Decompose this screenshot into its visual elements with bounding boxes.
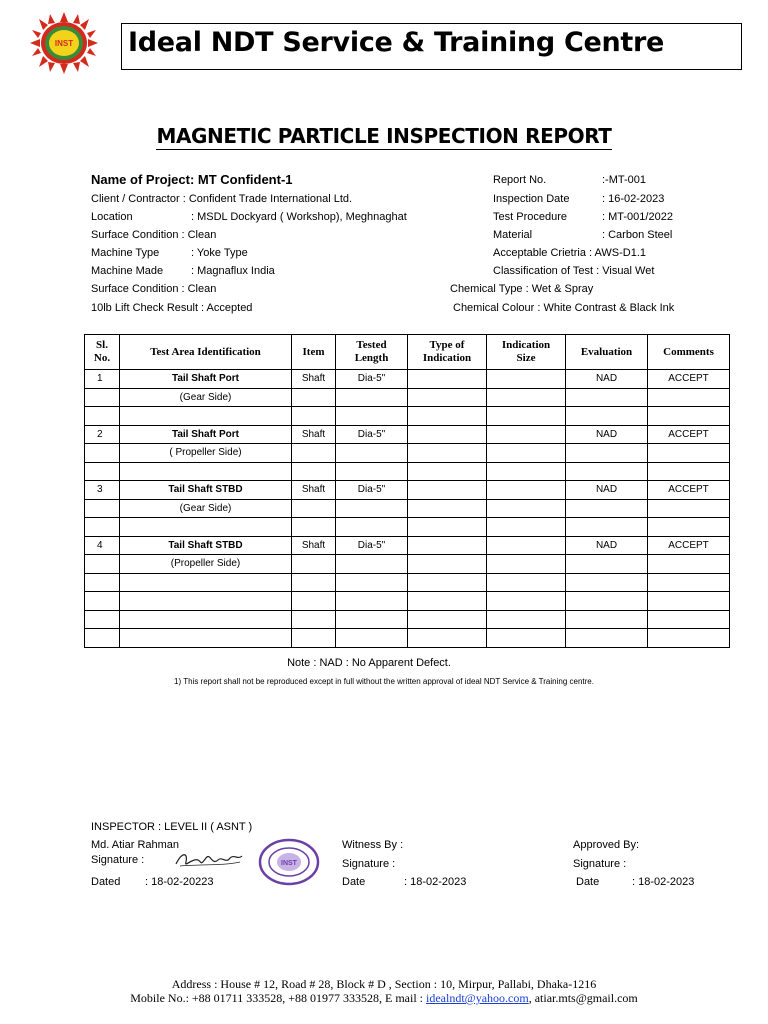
location-value: : MSDL Dockyard ( Workshop), Meghnaghat	[191, 211, 407, 223]
cell-comments	[648, 629, 730, 648]
cell-indication-size	[487, 425, 566, 444]
company-name: Ideal NDT Service & Training Centre	[128, 27, 665, 58]
location-label: Location	[91, 211, 133, 223]
col-header-indication-type: Type of Indication	[408, 335, 487, 370]
cell-test-area: ( Propeller Side)	[120, 444, 292, 463]
cell-evaluation	[566, 388, 648, 407]
cell-indication-type	[408, 536, 487, 555]
cell-indication-size	[487, 629, 566, 648]
table-row	[85, 481, 730, 500]
col-header-evaluation: Evaluation	[566, 335, 648, 370]
col-header-sl: Sl. No.	[85, 335, 120, 370]
cell-test-area: (Propeller Side)	[120, 555, 292, 574]
report-no-label: Report No.	[493, 174, 547, 186]
table-row	[85, 629, 730, 648]
table-row	[85, 536, 730, 555]
approved-date-value: : 18-02-2023	[632, 876, 695, 888]
footer-mobile: Mobile No.: +88 01711 333528, +88 01977 333528, E mail :	[130, 991, 426, 1005]
test-classification: Classification of Test : Visual Wet	[493, 265, 655, 277]
cell-item	[292, 610, 336, 629]
cell-tested-length: Dia-5"	[336, 481, 408, 500]
cell-sl-no: 3	[85, 481, 120, 500]
report-no-value: :-MT-001	[602, 174, 647, 186]
table-row	[85, 499, 730, 518]
inspector-dated-value: : 18-02-20223	[145, 876, 214, 888]
witness-date-label: Date	[342, 876, 366, 888]
client-field: Client / Contractor : Confident Trade International Ltd.	[91, 193, 353, 205]
table-row	[85, 592, 730, 611]
machine-type-label: Machine Type	[91, 247, 160, 259]
test-procedure-value: : MT-001/2022	[602, 211, 673, 223]
cell-tested-length: Dia-5"	[336, 425, 408, 444]
table-row	[85, 462, 730, 481]
footer-contact	[0, 991, 768, 1006]
approved-signature: Signature :	[573, 858, 627, 870]
inspector-name: Md. Atiar Rahman	[91, 839, 180, 851]
table-row	[85, 555, 730, 574]
cell-test-area	[120, 462, 292, 481]
test-procedure-label: Test Procedure	[493, 211, 567, 223]
cell-item: Shaft	[292, 536, 336, 555]
cell-test-area	[120, 407, 292, 426]
cell-indication-size	[487, 481, 566, 500]
cell-item	[292, 444, 336, 463]
cell-indication-type	[408, 555, 487, 574]
cell-comments: ACCEPT	[648, 481, 730, 500]
cell-evaluation: NAD	[566, 425, 648, 444]
chemical-type: Chemical Type : Wet & Spray	[450, 283, 594, 295]
table-row	[85, 370, 730, 389]
cell-sl-no	[85, 518, 120, 537]
cell-sl-no	[85, 444, 120, 463]
cell-sl-no	[85, 407, 120, 426]
cell-indication-size	[487, 370, 566, 389]
cell-tested-length	[336, 573, 408, 592]
cell-indication-size	[487, 592, 566, 611]
company-stamp	[258, 838, 320, 891]
approved-label: Approved By:	[573, 839, 640, 851]
cell-indication-type	[408, 629, 487, 648]
footer-separator: ,	[528, 991, 535, 1005]
cell-tested-length	[336, 555, 408, 574]
cell-indication-size	[487, 536, 566, 555]
witness-date-value: : 18-02-2023	[404, 876, 467, 888]
cell-indication-type	[408, 444, 487, 463]
cell-test-area	[120, 592, 292, 611]
disclaimer: 1) This report shall not be reproduced except in full without the written approval of ideal NDT Service & Training centre.	[174, 677, 594, 686]
cell-comments	[648, 610, 730, 629]
cell-indication-type	[408, 425, 487, 444]
cell-evaluation	[566, 573, 648, 592]
cell-test-area: Tail Shaft STBD	[120, 481, 292, 500]
cell-tested-length	[336, 444, 408, 463]
cell-indication-type	[408, 407, 487, 426]
table-header-row	[85, 335, 730, 370]
cell-tested-length	[336, 499, 408, 518]
table-row	[85, 573, 730, 592]
cell-evaluation	[566, 444, 648, 463]
cell-test-area	[120, 518, 292, 537]
cell-item	[292, 407, 336, 426]
cell-sl-no	[85, 499, 120, 518]
surface-condition-2: Surface Condition : Clean	[91, 283, 217, 295]
approved-date-label: Date	[576, 876, 600, 888]
inspection-table	[84, 334, 730, 648]
cell-sl-no	[85, 573, 120, 592]
material-label: Material	[493, 229, 533, 241]
col-header-indication-size: Indication Size	[487, 335, 566, 370]
cell-tested-length	[336, 610, 408, 629]
table-row	[85, 444, 730, 463]
inspection-date-label: Inspection Date	[493, 193, 570, 205]
cell-test-area: Tail Shaft Port	[120, 370, 292, 389]
lift-check-result: 10lb Lift Check Result : Accepted	[91, 302, 253, 314]
cell-item	[292, 555, 336, 574]
cell-tested-length	[336, 407, 408, 426]
cell-indication-size	[487, 610, 566, 629]
cell-comments	[648, 388, 730, 407]
cell-indication-type	[408, 610, 487, 629]
cell-tested-length	[336, 592, 408, 611]
cell-evaluation: NAD	[566, 536, 648, 555]
cell-tested-length	[336, 388, 408, 407]
cell-evaluation: NAD	[566, 481, 648, 500]
cell-evaluation	[566, 518, 648, 537]
logo-text: INST	[54, 39, 74, 48]
cell-item: Shaft	[292, 481, 336, 500]
cell-comments	[648, 555, 730, 574]
inspector-signature-label: Signature :	[91, 854, 145, 866]
acceptance-criteria: Acceptable Crietria : AWS-D1.1	[493, 247, 647, 259]
inspection-date-value: : 16-02-2023	[602, 193, 665, 205]
cell-item	[292, 573, 336, 592]
table-row	[85, 610, 730, 629]
cell-comments	[648, 518, 730, 537]
project-name: Name of Project: MT Confident-1	[91, 172, 293, 187]
cell-test-area: (Gear Side)	[120, 499, 292, 518]
cell-indication-type	[408, 499, 487, 518]
chemical-colour: Chemical Colour : White Contrast & Black Ink	[453, 302, 675, 314]
cell-indication-size	[487, 388, 566, 407]
cell-indication-type	[408, 518, 487, 537]
machine-made-value: : Magnaflux India	[191, 265, 275, 277]
cell-comments	[648, 573, 730, 592]
table-row	[85, 425, 730, 444]
cell-sl-no	[85, 555, 120, 574]
cell-item	[292, 499, 336, 518]
cell-evaluation	[566, 629, 648, 648]
cell-evaluation	[566, 610, 648, 629]
col-header-comments: Comments	[648, 335, 730, 370]
cell-sl-no: 1	[85, 370, 120, 389]
cell-sl-no	[85, 610, 120, 629]
footer-address: Address : House # 12, Road # 28, Block # D , Section : 10, Mirpur, Pallabi, Dhaka-1216	[171, 977, 597, 991]
cell-tested-length	[336, 629, 408, 648]
cell-sl-no: 4	[85, 536, 120, 555]
inspector-signature-scribble	[172, 846, 244, 877]
cell-test-area: Tail Shaft Port	[120, 425, 292, 444]
col-header-test-area: Test Area Identification	[120, 335, 292, 370]
cell-item	[292, 462, 336, 481]
cell-indication-type	[408, 481, 487, 500]
cell-comments	[648, 407, 730, 426]
cell-sl-no	[85, 592, 120, 611]
cell-evaluation	[566, 555, 648, 574]
cell-evaluation	[566, 499, 648, 518]
cell-tested-length	[336, 518, 408, 537]
table-row	[85, 518, 730, 537]
cell-item: Shaft	[292, 370, 336, 389]
cell-item	[292, 388, 336, 407]
machine-type-value: : Yoke Type	[191, 247, 248, 259]
cell-indication-size	[487, 499, 566, 518]
col-header-item: Item	[292, 335, 336, 370]
nad-note: Note : NAD : No Apparent Defect.	[287, 657, 451, 669]
cell-comments: ACCEPT	[648, 536, 730, 555]
cell-evaluation	[566, 407, 648, 426]
cell-test-area	[120, 573, 292, 592]
cell-tested-length: Dia-5"	[336, 370, 408, 389]
inspector-title: INSPECTOR : LEVEL II ( ASNT )	[91, 821, 253, 833]
cell-test-area	[120, 629, 292, 648]
stamp-text: INST	[281, 860, 297, 867]
cell-tested-length: Dia-5"	[336, 536, 408, 555]
cell-indication-size	[487, 555, 566, 574]
report-title: MAGNETIC PARTICLE INSPECTION REPORT	[156, 124, 612, 148]
cell-item	[292, 592, 336, 611]
witness-label: Witness By :	[342, 839, 404, 851]
cell-comments: ACCEPT	[648, 370, 730, 389]
cell-evaluation: NAD	[566, 370, 648, 389]
cell-indication-type	[408, 592, 487, 611]
cell-test-area: Tail Shaft STBD	[120, 536, 292, 555]
cell-tested-length	[336, 462, 408, 481]
material-value: : Carbon Steel	[602, 229, 673, 241]
cell-indication-size	[487, 444, 566, 463]
cell-item	[292, 518, 336, 537]
cell-indication-size	[487, 407, 566, 426]
cell-sl-no	[85, 462, 120, 481]
witness-signature: Signature :	[342, 858, 396, 870]
cell-indication-type	[408, 370, 487, 389]
cell-evaluation	[566, 592, 648, 611]
cell-item	[292, 629, 336, 648]
cell-indication-size	[487, 573, 566, 592]
cell-comments	[648, 462, 730, 481]
machine-made-label: Machine Made	[91, 265, 164, 277]
cell-indication-size	[487, 462, 566, 481]
cell-sl-no: 2	[85, 425, 120, 444]
surface-condition-1: Surface Condition : Clean	[91, 229, 217, 241]
cell-indication-type	[408, 388, 487, 407]
cell-indication-type	[408, 573, 487, 592]
cell-evaluation	[566, 462, 648, 481]
email-2: atiar.mts@gmail.com	[534, 991, 638, 1005]
email-link-1[interactable]: idealndt@yahoo.com	[426, 991, 529, 1005]
table-row	[85, 407, 730, 426]
company-logo	[30, 12, 98, 74]
cell-indication-size	[487, 518, 566, 537]
cell-indication-type	[408, 462, 487, 481]
cell-comments	[648, 444, 730, 463]
cell-sl-no	[85, 388, 120, 407]
inspector-dated-label: Dated	[91, 876, 121, 888]
cell-comments	[648, 592, 730, 611]
cell-sl-no	[85, 629, 120, 648]
cell-test-area	[120, 610, 292, 629]
table-row	[85, 388, 730, 407]
cell-comments: ACCEPT	[648, 425, 730, 444]
cell-test-area: (Gear Side)	[120, 388, 292, 407]
cell-comments	[648, 499, 730, 518]
col-header-tested-length: Tested Length	[336, 335, 408, 370]
cell-item: Shaft	[292, 425, 336, 444]
